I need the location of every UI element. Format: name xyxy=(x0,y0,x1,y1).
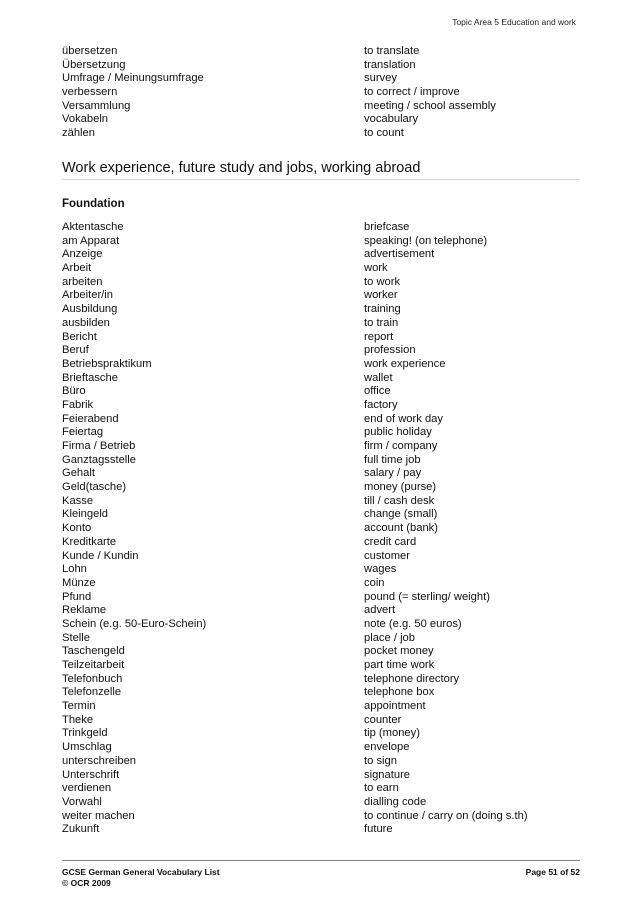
footer-document-title: GCSE German General Vocabulary List xyxy=(62,867,220,877)
vocab-row xyxy=(62,289,580,303)
vocab-row xyxy=(62,86,580,100)
german-term: Umfrage / Meinungsumfrage xyxy=(62,72,204,85)
vocab-row xyxy=(62,591,580,605)
english-translation: to earn xyxy=(364,782,399,795)
german-term: ausbilden xyxy=(62,316,110,329)
english-translation: change (small) xyxy=(364,508,438,521)
vocab-row xyxy=(62,59,580,73)
english-translation: to translate xyxy=(364,45,420,57)
german-term: Teilzeitarbeit xyxy=(62,659,125,671)
vocab-row xyxy=(62,113,580,127)
english-translation: office xyxy=(364,385,391,398)
vocab-row xyxy=(62,440,580,454)
german-term: Telefonzelle xyxy=(62,686,122,699)
german-term: Termin xyxy=(62,700,96,713)
german-term: Taschengeld xyxy=(62,645,125,658)
vocab-row xyxy=(62,508,580,522)
english-translation: training xyxy=(364,303,401,316)
vocab-row xyxy=(62,563,580,577)
german-term: Lohn xyxy=(62,563,87,576)
german-term: zählen xyxy=(62,127,95,140)
english-translation: tip (money) xyxy=(364,727,420,740)
german-term: Theke xyxy=(62,713,94,726)
german-term: Fabrik xyxy=(62,398,94,411)
english-translation: dialling code xyxy=(364,795,427,808)
english-translation: salary / pay xyxy=(364,467,422,480)
vocab-row xyxy=(62,782,580,796)
german-term: Kasse xyxy=(62,494,94,507)
vocab-row xyxy=(62,454,580,468)
german-term: Beruf xyxy=(62,344,89,357)
vocab-row xyxy=(62,221,580,235)
vocab-row xyxy=(62,755,580,769)
english-translation: telephone directory xyxy=(364,672,460,685)
vocab-row xyxy=(62,577,580,591)
vocab-row xyxy=(62,426,580,440)
english-translation: end of work day xyxy=(364,412,443,425)
german-term: Zukunft xyxy=(62,823,100,836)
english-translation: telephone box xyxy=(364,686,435,699)
sub-heading-foundation: Foundation xyxy=(62,198,125,210)
footer-copyright: © OCR 2009 xyxy=(62,877,111,888)
vocab-row xyxy=(62,686,580,700)
english-translation: envelope xyxy=(364,741,410,754)
vocab-row xyxy=(62,645,580,659)
german-term: Umschlag xyxy=(62,741,112,754)
section-heading: Work experience, future study and jobs, working abroad xyxy=(62,160,580,180)
german-term: arbeiten xyxy=(62,275,103,288)
german-term: weiter machen xyxy=(62,809,135,822)
vocab-row xyxy=(62,810,580,824)
german-term: Kleingeld xyxy=(62,508,109,521)
vocab-row xyxy=(62,413,580,427)
footer-left xyxy=(62,867,220,888)
vocab-row xyxy=(62,604,580,618)
english-translation: work xyxy=(364,262,388,275)
vocab-row xyxy=(62,796,580,810)
english-translation: translation xyxy=(364,58,416,71)
german-term: verdienen xyxy=(62,782,112,795)
english-translation: place / job xyxy=(364,631,415,644)
german-term: Geld(tasche) xyxy=(62,481,127,494)
english-translation: account (bank) xyxy=(364,522,439,535)
german-term: Stelle xyxy=(62,631,90,644)
english-translation: to train xyxy=(364,316,399,329)
vocab-row xyxy=(62,399,580,413)
german-term: übersetzen xyxy=(62,45,118,57)
vocab-list-foundation xyxy=(62,221,580,837)
vocab-row xyxy=(62,248,580,262)
vocab-row xyxy=(62,303,580,317)
english-translation: coin xyxy=(364,576,385,589)
vocab-row xyxy=(62,714,580,728)
english-translation: full time job xyxy=(364,453,421,466)
german-term: Arbeit xyxy=(62,262,92,275)
vocab-row xyxy=(62,823,580,837)
english-translation: pound (= sterling/ weight) xyxy=(364,590,490,603)
english-translation: survey xyxy=(364,72,397,85)
english-translation: counter xyxy=(364,713,402,726)
english-translation: to work xyxy=(364,275,401,288)
english-translation: wages xyxy=(364,563,397,576)
english-translation: firm / company xyxy=(364,440,438,452)
english-translation: to continue / carry on (doing s.th) xyxy=(364,809,528,822)
english-translation: factory xyxy=(364,398,398,411)
vocab-row xyxy=(62,659,580,673)
german-term: Anzeige xyxy=(62,248,103,261)
vocab-row xyxy=(62,481,580,495)
german-term: Feiertag xyxy=(62,426,104,439)
english-translation: to sign xyxy=(364,754,397,767)
german-term: Feierabend xyxy=(62,412,119,425)
english-translation: future xyxy=(364,823,393,836)
english-translation: signature xyxy=(364,768,411,781)
english-translation: pocket money xyxy=(364,645,434,658)
vocab-row xyxy=(62,262,580,276)
german-term: Schein (e.g. 50-Euro-Schein) xyxy=(62,617,207,630)
vocab-row xyxy=(62,673,580,687)
english-translation: part time work xyxy=(364,659,435,671)
english-translation: vocabulary xyxy=(364,113,419,126)
german-term: Pfund xyxy=(62,590,92,603)
german-term: Trinkgeld xyxy=(62,727,108,740)
vocab-row xyxy=(62,385,580,399)
german-term: Firma / Betrieb xyxy=(62,440,136,452)
vocab-row xyxy=(62,317,580,331)
german-term: Arbeiter/in xyxy=(62,289,113,302)
page-header-topic: Topic Area 5 Education and work xyxy=(452,17,576,27)
german-term: Unterschrift xyxy=(62,768,120,781)
vocab-row xyxy=(62,45,580,59)
german-term: Versammlung xyxy=(62,99,131,112)
english-translation: public holiday xyxy=(364,426,432,439)
vocab-row xyxy=(62,769,580,783)
vocab-row xyxy=(62,522,580,536)
german-term: verbessern xyxy=(62,86,118,99)
vocab-row xyxy=(62,632,580,646)
vocab-list-top xyxy=(62,45,580,141)
vocab-row xyxy=(62,467,580,481)
english-translation: briefcase xyxy=(364,221,410,233)
english-translation: report xyxy=(364,330,394,343)
english-translation: appointment xyxy=(364,700,426,713)
vocab-row xyxy=(62,618,580,632)
german-term: am Apparat xyxy=(62,234,120,247)
german-term: Ausbildung xyxy=(62,303,118,316)
german-term: Büro xyxy=(62,385,86,398)
vocab-row xyxy=(62,741,580,755)
vocab-row xyxy=(62,72,580,86)
vocab-row xyxy=(62,495,580,509)
german-term: Vorwahl xyxy=(62,795,102,808)
vocab-row xyxy=(62,127,580,141)
german-term: Telefonbuch xyxy=(62,672,123,685)
german-term: Kreditkarte xyxy=(62,535,117,548)
english-translation: profession xyxy=(364,344,416,357)
english-translation: customer xyxy=(364,549,411,562)
footer-divider xyxy=(62,860,580,861)
vocab-row xyxy=(62,536,580,550)
vocab-row xyxy=(62,372,580,386)
german-term: Ganztagsstelle xyxy=(62,453,137,466)
german-term: Reklame xyxy=(62,604,107,617)
vocab-row xyxy=(62,700,580,714)
english-translation: work experience xyxy=(364,357,446,370)
vocab-row xyxy=(62,727,580,741)
german-term: Betriebspraktikum xyxy=(62,357,152,370)
vocab-row xyxy=(62,331,580,345)
german-term: Gehalt xyxy=(62,467,95,480)
footer-page-number: Page 51 of 52 xyxy=(525,867,580,877)
vocab-row xyxy=(62,344,580,358)
vocab-row xyxy=(62,235,580,249)
english-translation: worker xyxy=(364,289,398,302)
german-term: Kunde / Kundin xyxy=(62,549,139,562)
german-term: Vokabeln xyxy=(62,113,109,126)
english-translation: till / cash desk xyxy=(364,494,435,507)
english-translation: advertisement xyxy=(364,248,435,261)
german-term: Münze xyxy=(62,576,96,589)
vocab-row xyxy=(62,276,580,290)
vocab-row xyxy=(62,550,580,564)
vocab-row xyxy=(62,358,580,372)
german-term: Konto xyxy=(62,522,92,535)
english-translation: wallet xyxy=(364,371,393,384)
german-term: unterschreiben xyxy=(62,754,137,767)
german-term: Brieftasche xyxy=(62,371,118,384)
english-translation: advert xyxy=(364,604,396,617)
vocab-row xyxy=(62,100,580,114)
english-translation: money (purse) xyxy=(364,481,437,494)
german-term: Bericht xyxy=(62,330,97,343)
english-translation: note (e.g. 50 euros) xyxy=(364,617,462,630)
english-translation: credit card xyxy=(364,535,417,548)
english-translation: speaking! (on telephone) xyxy=(364,234,488,247)
german-term: Übersetzung xyxy=(62,58,126,71)
english-translation: to correct / improve xyxy=(364,86,460,99)
english-translation: to count xyxy=(364,127,404,140)
english-translation: meeting / school assembly xyxy=(364,99,496,112)
german-term: Aktentasche xyxy=(62,221,124,233)
